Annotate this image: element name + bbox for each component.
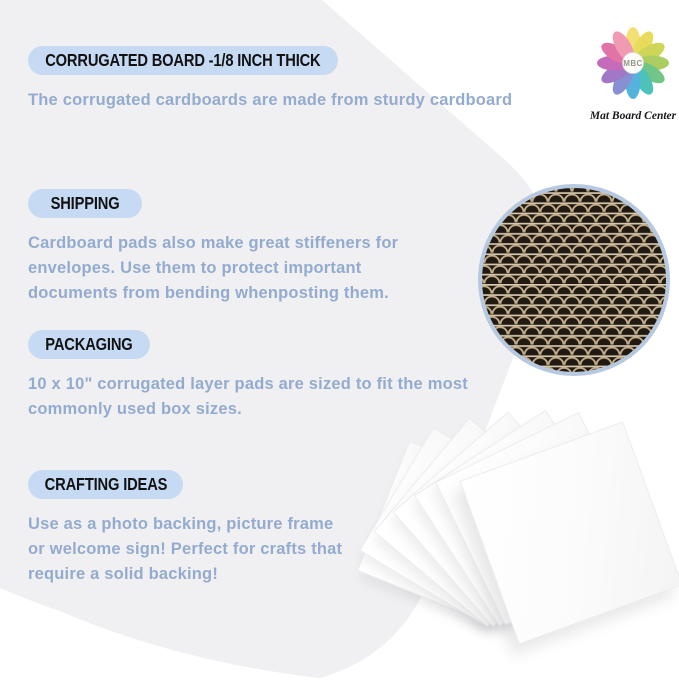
section-body [28,512,342,587]
section-header-label: PACKAGING [45,334,133,354]
section-header-label: CORRUGATED BOARD -1/8 INCH THICK [45,50,321,70]
section-header-pill [28,470,183,499]
section-header-pill [28,189,142,218]
section-body [28,372,468,422]
logo-initials: MBC [623,59,643,68]
body-line: or welcome sign! Perfect for crafts that [28,540,343,558]
flower-logo-icon [588,23,678,103]
body-line: documents from bending whenposting them. [28,284,389,302]
body-line: 10 x 10" corrugated layer pads are sized to fit the most [28,375,468,393]
body-line: Use as a photo backing, picture frame [28,515,334,533]
body-line: Cardboard pads also make great stiffeners for [28,234,399,252]
section-header-pill [28,46,338,75]
section-corrugated-board [28,46,512,113]
section-shipping [28,189,398,306]
body-line: require a solid backing! [28,565,219,583]
section-body [28,88,512,113]
body-line: commonly used box sizes. [28,400,242,418]
section-crafting-ideas [28,470,342,587]
section-body [28,231,398,306]
section-header-label: SHIPPING [50,193,120,213]
section-packaging [28,330,468,422]
body-line: The corrugated cardboards are made from sturdy cardboard [28,91,513,109]
section-header-label: CRAFTING IDEAS [44,474,167,494]
section-header-pill [28,330,150,359]
brand-name: Mat Board Center [589,110,677,122]
brand-logo [588,23,678,122]
body-line: envelopes. Use them to protect important [28,259,362,277]
